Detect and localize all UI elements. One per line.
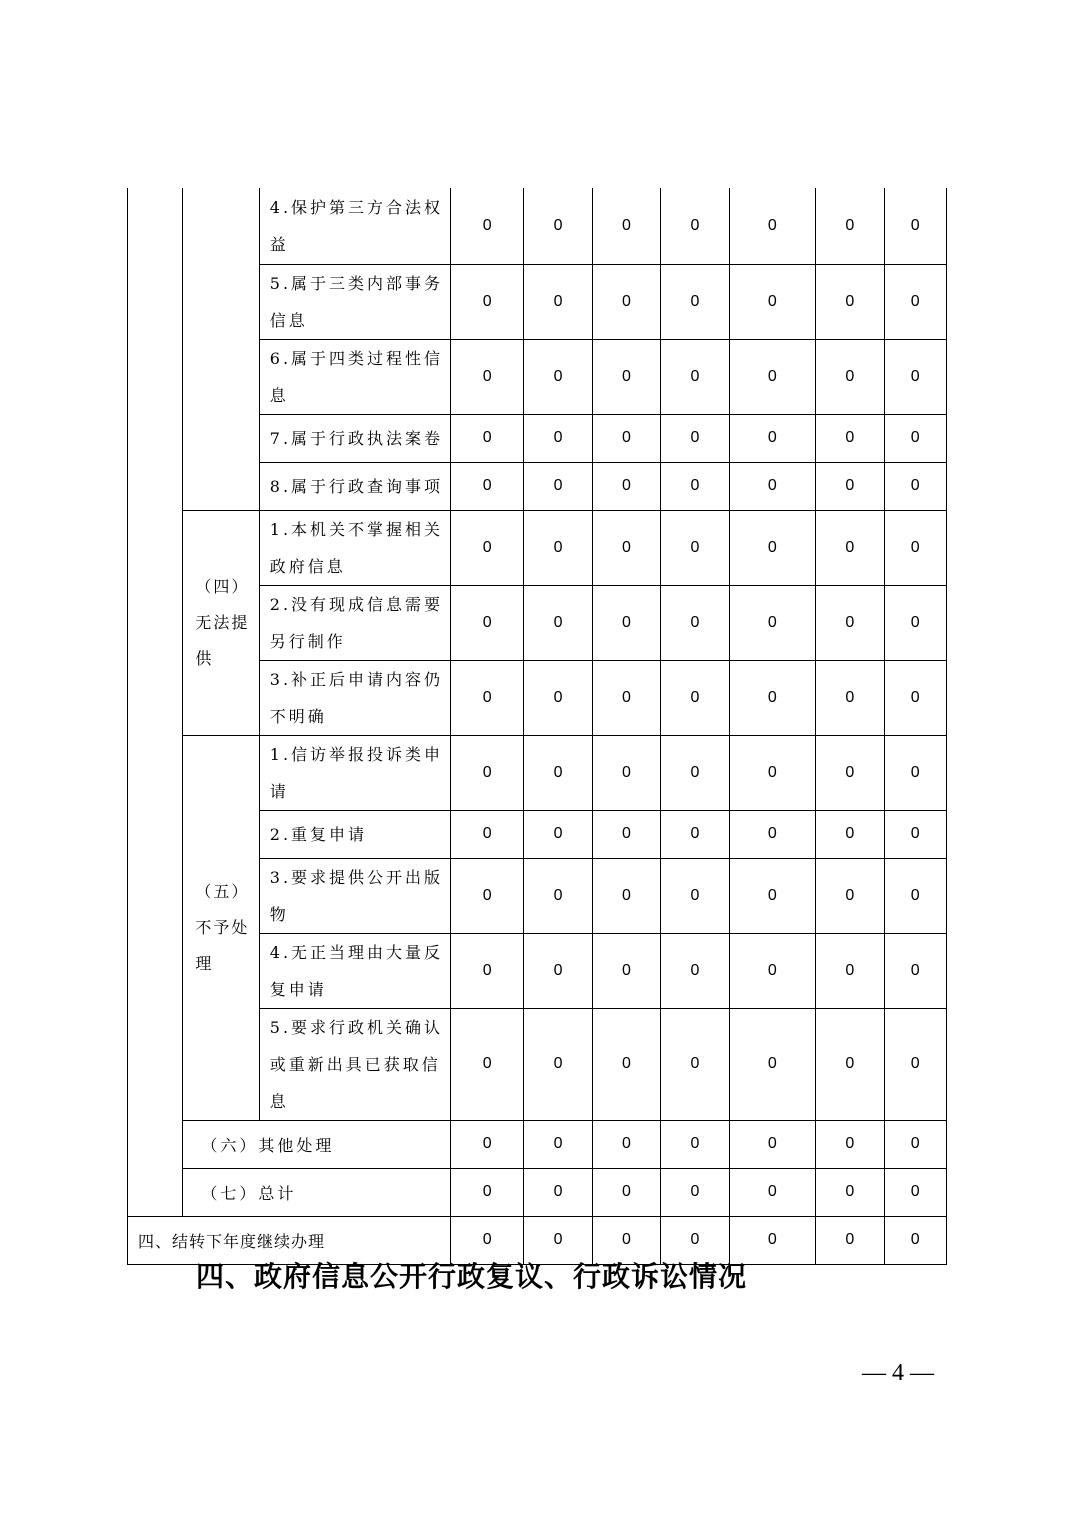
value-cell: 0 [729,1168,816,1216]
value-cell: 0 [592,1008,660,1120]
value-cell: 0 [816,414,884,462]
value-cell: 0 [661,660,729,735]
value-cell: 0 [661,462,729,510]
value-cell: 0 [729,510,816,585]
value-cell: 0 [661,339,729,414]
value-cell: 0 [884,1216,946,1264]
value-cell: 0 [816,858,884,933]
value-cell: 0 [729,1008,816,1120]
table-row [128,1120,947,1168]
table-row [128,510,947,585]
value-cell: 0 [592,264,660,339]
value-cell: 0 [816,933,884,1008]
row-label: 6.属于四类过程性信息 [259,339,450,414]
value-cell: 0 [729,585,816,660]
row-label: 5.属于三类内部事务信息 [259,264,450,339]
value-cell: 0 [884,462,946,510]
value-cell: 0 [884,510,946,585]
value-cell: 0 [661,414,729,462]
value-cell: 0 [592,414,660,462]
value-cell: 0 [816,1120,884,1168]
value-cell: 0 [450,660,523,735]
value-cell: 0 [592,1168,660,1216]
value-cell: 0 [592,510,660,585]
value-cell: 0 [661,1008,729,1120]
value-cell: 0 [661,1216,729,1264]
value-cell: 0 [592,339,660,414]
value-cell: 0 [816,1008,884,1120]
value-cell: 0 [450,510,523,585]
value-cell: 0 [816,264,884,339]
value-cell: 0 [816,585,884,660]
value-cell: 0 [729,264,816,339]
value-cell: 0 [729,933,816,1008]
value-cell: 0 [524,1168,592,1216]
value-cell: 0 [661,810,729,858]
value-cell: 0 [884,933,946,1008]
value-cell: 0 [816,510,884,585]
table-row [128,735,947,810]
value-cell: 0 [661,735,729,810]
value-cell: 0 [592,933,660,1008]
subcategory-cell [183,188,259,510]
table-row [128,188,947,264]
value-cell: 0 [884,1168,946,1216]
page-number: — 4 — [862,1360,934,1386]
value-cell: 0 [524,188,592,264]
value-cell: 0 [524,1216,592,1264]
value-cell: 0 [816,462,884,510]
value-cell: 0 [661,264,729,339]
value-cell: 0 [450,1008,523,1120]
row-label: 8.属于行政查询事项 [259,462,450,510]
value-cell: 0 [884,585,946,660]
subcategory-label: （四）无法提供 [183,510,259,735]
value-cell: 0 [661,1120,729,1168]
value-cell: 0 [592,462,660,510]
value-cell: 0 [524,585,592,660]
value-cell: 0 [816,1168,884,1216]
value-cell: 0 [661,510,729,585]
value-cell: 0 [450,1216,523,1264]
row-label: 1.本机关不掌握相关政府信息 [259,510,450,585]
row-label: 3.补正后申请内容仍不明确 [259,660,450,735]
value-cell: 0 [661,858,729,933]
row-label: 2.没有现成信息需要另行制作 [259,585,450,660]
value-cell: 0 [884,810,946,858]
value-cell: 0 [816,188,884,264]
row-label: 2.重复申请 [259,810,450,858]
value-cell: 0 [729,735,816,810]
value-cell: 0 [450,735,523,810]
value-cell: 0 [816,339,884,414]
value-cell: 0 [524,735,592,810]
value-cell: 0 [450,1168,523,1216]
value-cell: 0 [524,810,592,858]
value-cell: 0 [661,1168,729,1216]
value-cell: 0 [816,1216,884,1264]
value-cell: 0 [450,188,523,264]
value-cell: 0 [592,858,660,933]
statistics-table [127,188,947,1265]
value-cell: 0 [729,188,816,264]
value-cell: 0 [592,188,660,264]
row-label: 1.信访举报投诉类申请 [259,735,450,810]
value-cell: 0 [729,660,816,735]
value-cell: 0 [450,414,523,462]
value-cell: 0 [524,264,592,339]
value-cell: 0 [884,414,946,462]
value-cell: 0 [524,858,592,933]
value-cell: 0 [450,264,523,339]
value-cell: 0 [450,1120,523,1168]
value-cell: 0 [592,585,660,660]
value-cell: 0 [450,585,523,660]
value-cell: 0 [729,462,816,510]
value-cell: 0 [450,462,523,510]
value-cell: 0 [661,933,729,1008]
value-cell: 0 [524,339,592,414]
value-cell: 0 [592,810,660,858]
value-cell: 0 [592,660,660,735]
value-cell: 0 [592,1120,660,1168]
value-cell: 0 [729,858,816,933]
value-cell: 0 [450,933,523,1008]
value-cell: 0 [592,735,660,810]
value-cell: 0 [524,1120,592,1168]
value-cell: 0 [524,1008,592,1120]
value-cell: 0 [661,585,729,660]
value-cell: 0 [816,660,884,735]
value-cell: 0 [729,1120,816,1168]
value-cell: 0 [729,414,816,462]
value-cell: 0 [884,858,946,933]
value-cell: 0 [729,339,816,414]
row-label: 3.要求提供公开出版物 [259,858,450,933]
value-cell: 0 [884,339,946,414]
row-label: 4.无正当理由大量反复申请 [259,933,450,1008]
value-cell: 0 [884,735,946,810]
value-cell: 0 [729,1216,816,1264]
row-label: （六）其他处理 [183,1120,451,1168]
row-label: （七）总计 [183,1168,451,1216]
value-cell: 0 [524,462,592,510]
value-cell: 0 [524,510,592,585]
value-cell: 0 [524,414,592,462]
value-cell: 0 [592,1216,660,1264]
row-label: 四、结转下年度继续办理 [128,1216,451,1264]
row-label: 7.属于行政执法案卷 [259,414,450,462]
value-cell: 0 [450,858,523,933]
row-label: 4.保护第三方合法权益 [259,188,450,264]
value-cell: 0 [884,188,946,264]
value-cell: 0 [524,660,592,735]
value-cell: 0 [884,264,946,339]
subcategory-label: （五）不予处理 [183,735,259,1120]
value-cell: 0 [524,933,592,1008]
value-cell: 0 [884,1120,946,1168]
value-cell: 0 [884,1008,946,1120]
value-cell: 0 [450,339,523,414]
value-cell: 0 [884,660,946,735]
value-cell: 0 [661,188,729,264]
value-cell: 0 [816,810,884,858]
row-label: 5.要求行政机关确认或重新出具已获取信息 [259,1008,450,1120]
category-group-cell [128,188,183,1216]
value-cell: 0 [450,810,523,858]
value-cell: 0 [816,735,884,810]
section-heading: 四、政府信息公开行政复议、行政诉讼情况 [196,1260,748,1293]
value-cell: 0 [729,810,816,858]
table-row [128,1168,947,1216]
